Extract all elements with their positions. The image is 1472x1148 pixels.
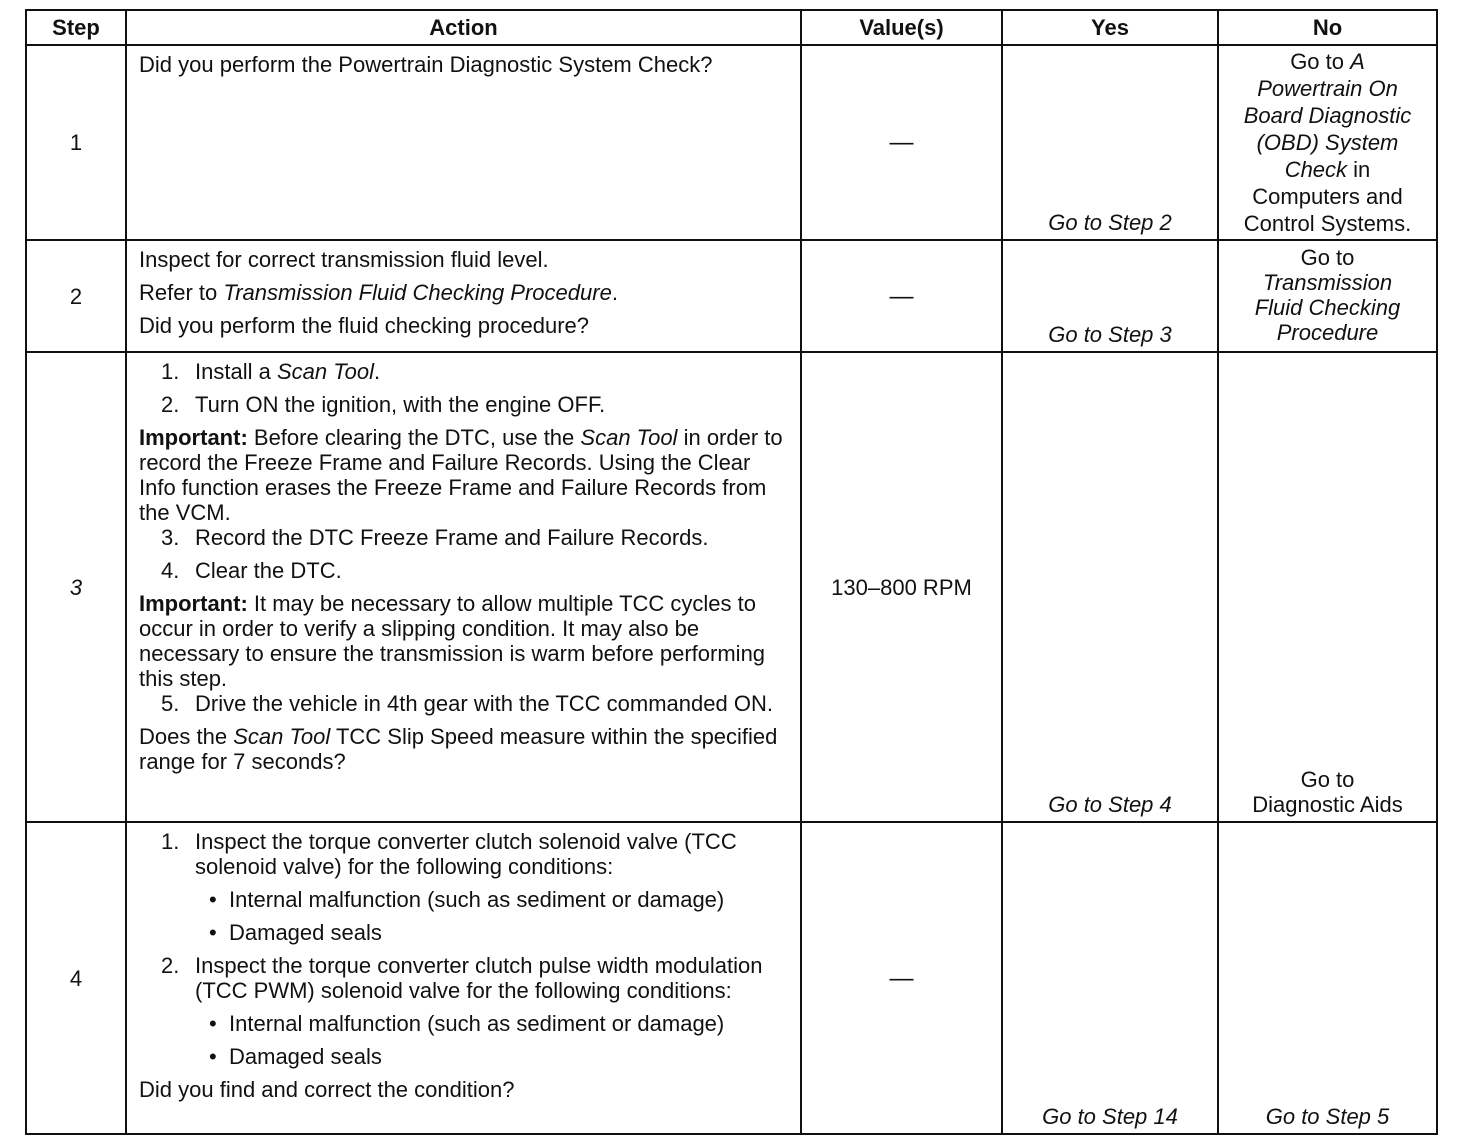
header-step: Step (26, 10, 126, 45)
diagnostic-aids-link[interactable]: Diagnostic Aids (1252, 792, 1403, 817)
item-number: 4. (161, 558, 180, 583)
bullet-text: Internal malfunction (such as sediment or damage) (229, 1011, 725, 1036)
bullet-list (195, 1011, 790, 1069)
header-action: Action (126, 10, 801, 45)
no-cell (1218, 822, 1437, 1134)
item-text: Clear the DTC. (195, 558, 342, 583)
item-text: Turn ON the ignition, with the engine OFF. (195, 392, 606, 417)
list-item (139, 359, 790, 384)
table-row (26, 822, 1437, 1134)
value-cell (801, 45, 1002, 240)
important-label: Important: (139, 425, 248, 450)
action-cell (126, 822, 801, 1134)
no-cell (1218, 240, 1437, 352)
bullet-item (195, 1011, 790, 1036)
note-text: Before clearing the DTC, use the (253, 425, 575, 450)
yes-link[interactable]: Go to Step 4 (1048, 792, 1172, 817)
step-number: 3 (26, 352, 126, 822)
value-cell (801, 240, 1002, 352)
no-cell (1218, 45, 1437, 240)
item-number: 5. (161, 691, 180, 716)
header-no: No (1218, 10, 1437, 45)
item-number: 2. (161, 392, 180, 417)
question-text: Does the (139, 724, 228, 749)
bullet-text: Damaged seals (229, 920, 382, 945)
table-row (26, 240, 1437, 352)
bullet-icon: • (209, 1011, 217, 1036)
action-cell (126, 352, 801, 822)
refer-to-text: Refer to (139, 280, 218, 305)
diagnostic-table (25, 9, 1438, 1135)
step-list (139, 829, 790, 1069)
list-item (139, 829, 790, 945)
bullet-item (195, 920, 790, 945)
no-check-line (1223, 156, 1432, 183)
item-text: Inspect the torque converter clutch pulse width modulation (TCC PWM) solenoid valve for the following conditions: (195, 953, 763, 1003)
no-tail-line2: Control Systems. (1243, 211, 1412, 236)
bullet-text: Internal malfunction (such as sediment or damage) (229, 887, 725, 912)
period: . (611, 280, 618, 305)
important-note (139, 591, 790, 691)
no-link-line2[interactable]: Fluid Checking (1254, 295, 1401, 320)
period: . (374, 359, 381, 384)
item-text: Record the DTC Freeze Frame and Failure Records. (195, 525, 709, 550)
header-row (26, 10, 1437, 45)
bullet-icon: • (209, 1044, 217, 1069)
action-question: Did you perform the fluid checking procedure? (139, 313, 590, 338)
no-link[interactable]: Go to Step 5 (1265, 1104, 1390, 1129)
note-text: It may be necessary to allow multiple TCC cycles to occur in order to verify a slipping condition. It may also be necessary to ensure the transmission is warm before performing this step. (139, 591, 766, 691)
list-item (139, 558, 790, 583)
bullet-icon: • (209, 887, 217, 912)
bullet-text: Damaged seals (229, 1044, 382, 1069)
item-text: Install a (195, 359, 271, 384)
header-values: Value(s) (801, 10, 1002, 45)
no-goto-line (1223, 48, 1432, 75)
note-text: in order to record the Freeze Frame and Failure Records. Using the Clear Info function erases the Freeze Frame and Failure Records from the VCM. (139, 425, 783, 525)
action-line1: Inspect for correct transmission fluid level. (139, 247, 549, 272)
no-goto: Go to (1300, 767, 1355, 792)
step-number: 1 (26, 45, 126, 240)
action-cell (126, 240, 801, 352)
no-tail-line1: Computers and (1252, 184, 1403, 209)
fluid-procedure-link[interactable]: Transmission Fluid Checking Procedure (223, 280, 612, 305)
item-text: Drive the vehicle in 4th gear with the TCC commanded ON. (195, 691, 773, 716)
bullet-item (195, 1044, 790, 1069)
action-question: Did you perform the Powertrain Diagnostic System Check? (139, 52, 713, 77)
step-list (139, 691, 790, 716)
no-in: in (1353, 157, 1371, 182)
question-text: TCC Slip Speed measure within the specified range for 7 seconds? (139, 724, 778, 774)
no-link-line3[interactable]: (OBD) System (1256, 130, 1399, 155)
list-item (139, 691, 790, 716)
important-note (139, 425, 790, 525)
bullet-list (195, 887, 790, 945)
table-row (26, 352, 1437, 822)
no-goto: Go to (1300, 245, 1355, 270)
yes-link[interactable]: Go to Step 3 (1048, 322, 1172, 347)
yes-cell (1002, 240, 1218, 352)
item-number: 3. (161, 525, 180, 550)
no-goto: Go to (1290, 49, 1344, 74)
scan-tool-link[interactable]: Scan Tool (276, 359, 374, 384)
important-label: Important: (139, 591, 248, 616)
step-list (139, 359, 790, 417)
no-link-a[interactable]: A (1350, 49, 1365, 74)
item-text: Inspect the torque converter clutch solenoid valve (TCC solenoid valve) for the following conditions: (195, 829, 737, 879)
value-text: — (889, 282, 914, 310)
no-link-line1[interactable]: Powertrain On (1257, 76, 1398, 101)
value-cell (801, 352, 1002, 822)
action-question (139, 724, 790, 774)
value-text: — (889, 964, 914, 992)
value-text: 130–800 RPM (831, 574, 972, 600)
no-link-line1[interactable]: Transmission (1262, 270, 1393, 295)
list-item (139, 392, 790, 417)
yes-link[interactable]: Go to Step 14 (1042, 1104, 1178, 1129)
yes-link[interactable]: Go to Step 2 (1048, 210, 1172, 235)
yes-cell (1002, 822, 1218, 1134)
item-number: 1. (161, 829, 180, 854)
action-line2 (139, 280, 790, 305)
action-question: Did you find and correct the condition? (139, 1077, 515, 1102)
step-number: 4 (26, 822, 126, 1134)
step-list (139, 525, 790, 583)
value-text: — (889, 129, 914, 156)
header-yes: Yes (1002, 10, 1218, 45)
bullet-item (195, 887, 790, 912)
yes-cell (1002, 45, 1218, 240)
no-link-check[interactable]: Check (1284, 157, 1348, 182)
yes-cell (1002, 352, 1218, 822)
action-cell (126, 45, 801, 240)
no-cell (1218, 352, 1437, 822)
item-number: 1. (161, 359, 180, 384)
item-number: 2. (161, 953, 180, 978)
no-link-line2[interactable]: Board Diagnostic (1243, 103, 1412, 128)
list-item (139, 525, 790, 550)
step-number: 2 (26, 240, 126, 352)
bullet-icon: • (209, 920, 217, 945)
list-item (139, 953, 790, 1069)
table-row (26, 45, 1437, 240)
scan-tool-link[interactable]: Scan Tool (233, 724, 331, 749)
no-link-line3[interactable]: Procedure (1276, 320, 1379, 345)
scan-tool-link[interactable]: Scan Tool (580, 425, 678, 450)
value-cell (801, 822, 1002, 1134)
